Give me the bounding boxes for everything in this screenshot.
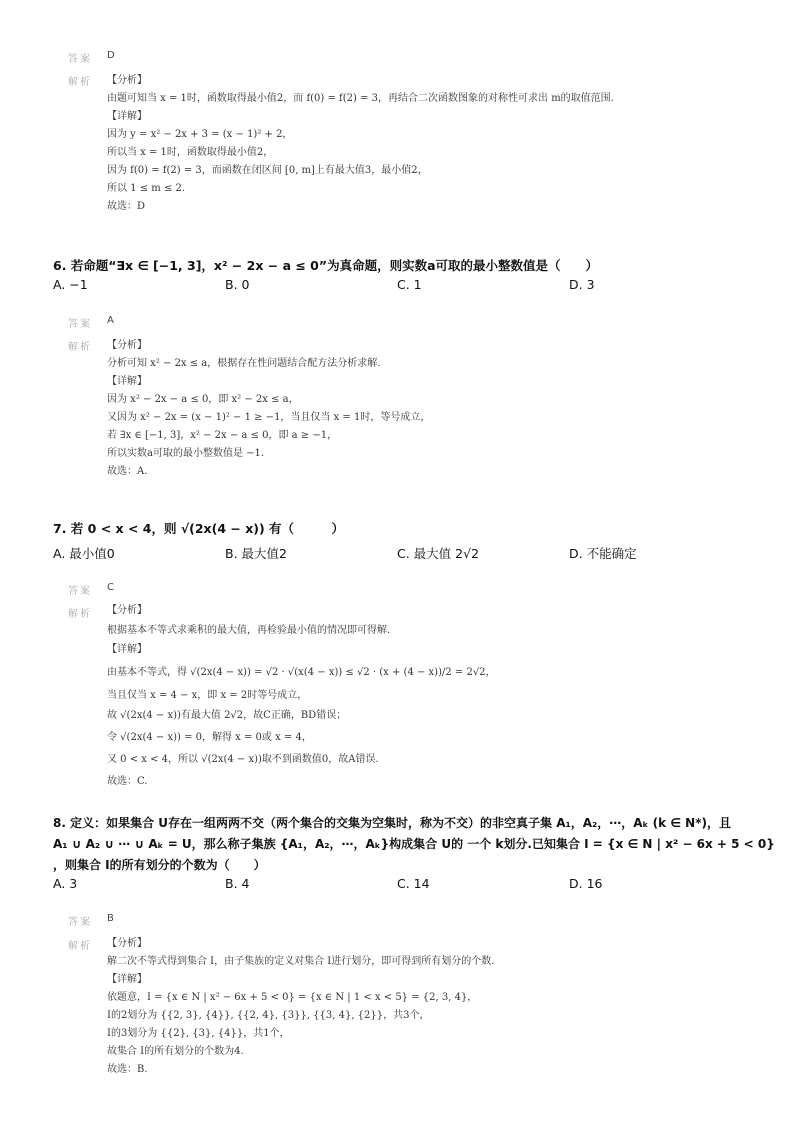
- option-a: A. 3: [53, 876, 78, 891]
- option-b: B. 0: [225, 277, 250, 292]
- analysis-label: 解析: [68, 609, 92, 620]
- solution-line: 【分析】: [107, 75, 147, 86]
- solution-line: 又 0 < x < 4，所以 √(2x(4 − x))取不到函数值0，故A错误.: [107, 754, 379, 765]
- answer-value: C: [107, 582, 114, 593]
- answer-value: D: [107, 50, 115, 61]
- solution-line: 故选：C.: [107, 776, 148, 787]
- solution-line: 【详解】: [107, 111, 147, 122]
- solution-line: 【详解】: [107, 974, 147, 985]
- question-stem-line-1: 8. 定义：如果集合 U存在一组两两不交（两个集合的交集为空集时，称为不交）的非空真子集 A₁，A₂，⋯，Aₖ (k ∈ N*)，且: [53, 816, 731, 830]
- solution-line: 故选：D: [107, 201, 146, 212]
- option-a: A. 最小值0: [53, 546, 115, 561]
- solution-line: 由基本不等式，得 √(2x(4 − x)) = √2 · √(x(4 − x)) ≤ √2 · (x + (4 − x))/2 = 2√2，: [107, 666, 496, 678]
- option-b: B. 4: [225, 876, 250, 891]
- solution-line: I的2划分为 {{2, 3}, {4}}, {{2, 4}, {3}}, {{3, 4}, {2}}，共3个，: [107, 1010, 430, 1021]
- solution-line: I的3划分为 {{2}, {3}, {4}}，共1个，: [107, 1028, 290, 1039]
- option-a: A. −1: [53, 277, 88, 292]
- solution-line: 故集合 I的所有划分的个数为4.: [107, 1046, 244, 1057]
- option-c: C. 1: [397, 277, 422, 292]
- solution-block: [107, 601, 496, 793]
- solution-line: 故选：A.: [107, 466, 148, 477]
- solution-line: 【详解】: [107, 376, 147, 387]
- analysis-label: 解析: [68, 342, 92, 353]
- solution-line: 因为 y = x² − 2x + 3 = (x − 1)² + 2，: [107, 129, 293, 140]
- answer-label: 答案: [68, 319, 92, 330]
- solution-line: 【详解】: [107, 644, 147, 655]
- solution-line: 分析可知 x² − 2x ≤ a，根据存在性问题结合配方法分析求解.: [107, 358, 381, 369]
- solution-line: 所以 1 ≤ m ≤ 2.: [107, 183, 186, 194]
- answer-label: 答案: [68, 54, 92, 65]
- answer-label: 答案: [68, 586, 92, 597]
- solution-line: 所以当 x = 1时，函数取得最小值2，: [107, 147, 274, 158]
- solution-line: 【分析】: [107, 605, 147, 616]
- option-c: C. 最大值 2√2: [397, 546, 480, 561]
- question-stem: 7. 若 0 < x < 4，则 √(2x(4 − x)) 有（ ）: [53, 521, 345, 536]
- question-stem: 6. 若命题“∃x ∈ [−1, 3]，x² − 2x − a ≤ 0”为真命题，则实数a可取的最小整数值是（ ）: [53, 258, 599, 273]
- question-stem-line-2: A₁ ∪ A₂ ∪ ⋯ ∪ Aₖ = U，那么称子集族 {A₁，A₂，⋯，Aₖ}构成集合 U的 一个 k划分.已知集合 I = {x ∈ N | x² − 6x + 5 < 0}: [53, 837, 775, 851]
- solution-line: 所以实数a可取的最小整数值是 −1.: [107, 448, 265, 459]
- solution-line: 【分析】: [107, 938, 147, 949]
- solution-line: 由题可知当 x = 1时，函数取得最小值2，而 f(0) = f(2) = 3，再结合二次函数图象的对称性可求出 m的取值范围.: [107, 93, 614, 104]
- solution-block: [107, 337, 430, 481]
- option-d: D. 不能确定: [569, 546, 637, 561]
- solution-line: 令 √(2x(4 − x)) = 0，解得 x = 0或 x = 4，: [107, 732, 312, 743]
- question-stem-line-3: ，则集合 I的所有划分的个数为（ ）: [53, 858, 266, 872]
- solution-line: 因为 x² − 2x − a ≤ 0，即 x² − 2x ≤ a，: [107, 394, 299, 405]
- analysis-label: 解析: [68, 941, 92, 952]
- answer-value: B: [107, 913, 114, 924]
- option-d: D. 3: [569, 277, 595, 292]
- solution-block: [107, 935, 494, 1079]
- solution-line: 故选：B.: [107, 1064, 148, 1075]
- solution-line: 又因为 x² − 2x = (x − 1)² − 1 ≥ −1，当且仅当 x = 1时，等号成立，: [107, 412, 431, 423]
- solution-line: 因为 f(0) = f(2) = 3，而函数在闭区间 [0, m]上有最大值3，最小值2，: [107, 165, 428, 176]
- solution-line: 【分析】: [107, 340, 147, 351]
- answer-label: 答案: [68, 917, 92, 928]
- solution-line: 若 ∃x ∈ [−1, 3]，x² − 2x − a ≤ 0，即 a ≥ −1，: [107, 430, 338, 441]
- option-c: C. 14: [397, 876, 430, 891]
- option-b: B. 最大值2: [225, 546, 287, 561]
- answer-value: A: [107, 315, 114, 326]
- analysis-label: 解析: [68, 77, 92, 88]
- solution-block: [107, 72, 614, 216]
- solution-line: 当且仅当 x = 4 − x，即 x = 2时等号成立，: [107, 689, 308, 701]
- solution-line: 根据基本不等式求乘积的最大值，再检验最小值的情况即可得解.: [107, 624, 391, 636]
- solution-line: 故 √(2x(4 − x))有最大值 2√2，故C正确，BD错误；: [107, 710, 347, 721]
- option-d: D. 16: [569, 876, 603, 891]
- solution-line: 解二次不等式得到集合 I，由子集族的定义对集合 I进行划分，即可得到所有划分的个数.: [107, 956, 495, 967]
- solution-line: 依题意，I = {x ∈ N | x² − 6x + 5 < 0} = {x ∈ N | 1 < x < 5} = {2, 3, 4}，: [107, 992, 478, 1003]
